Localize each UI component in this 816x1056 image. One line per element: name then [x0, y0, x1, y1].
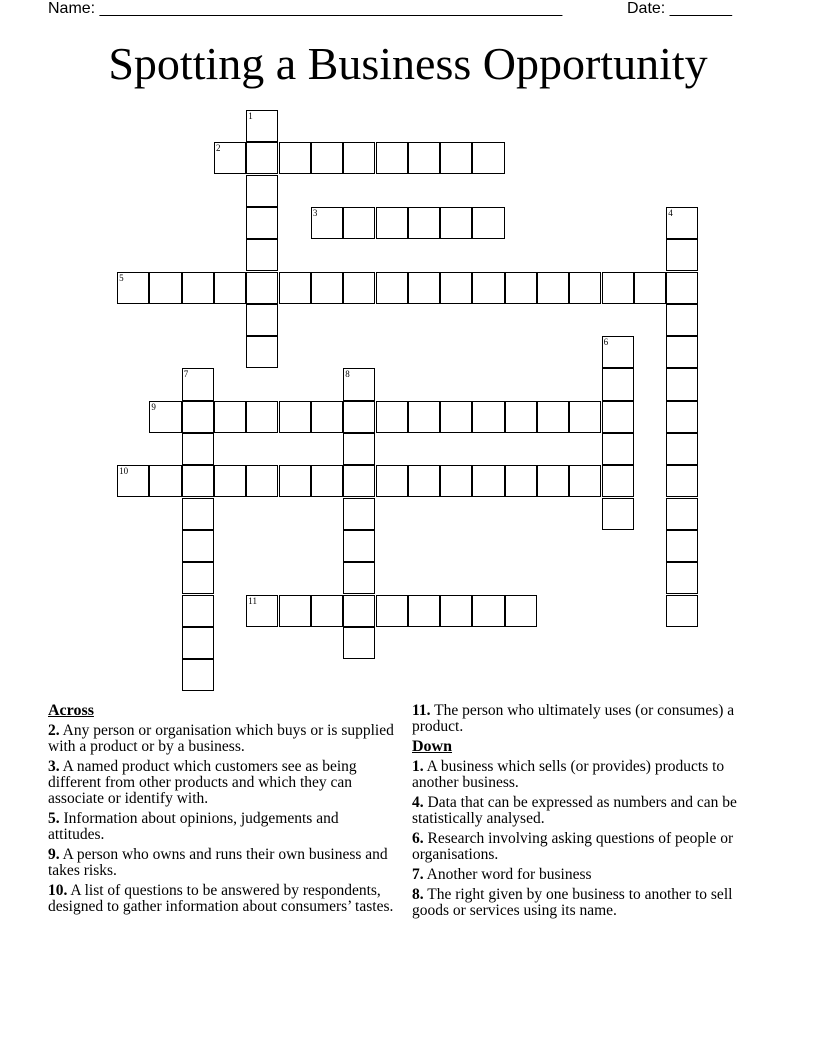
grid-cell[interactable]	[311, 142, 343, 174]
clue-item	[412, 795, 752, 827]
grid-cell[interactable]	[440, 401, 472, 433]
grid-cell[interactable]	[182, 530, 214, 562]
clue-item	[48, 723, 398, 755]
clues-left-column	[48, 703, 398, 919]
grid-cell[interactable]	[602, 401, 634, 433]
grid-cell[interactable]	[472, 401, 504, 433]
grid-cell[interactable]	[182, 272, 214, 304]
clue-item	[48, 759, 398, 807]
grid-cell[interactable]	[505, 595, 537, 627]
grid-cell[interactable]	[666, 207, 698, 239]
grid-cell[interactable]	[666, 336, 698, 368]
clue-item	[412, 887, 752, 919]
grid-cell[interactable]	[666, 498, 698, 530]
grid-cell[interactable]	[472, 595, 504, 627]
grid-cell[interactable]	[666, 239, 698, 271]
clue-number: 6.	[412, 830, 424, 847]
grid-cell[interactable]	[279, 595, 311, 627]
grid-cell[interactable]	[472, 272, 504, 304]
grid-cell[interactable]	[246, 304, 278, 336]
grid-cell[interactable]	[440, 465, 472, 497]
page-title: Spotting a Business Opportunity	[108, 38, 708, 89]
grid-cell[interactable]	[376, 465, 408, 497]
clue-text: A named product which customers see as being different from other products and which they can associate or identify with.	[48, 758, 357, 807]
grid-cell[interactable]	[343, 498, 375, 530]
grid-cell[interactable]	[666, 562, 698, 594]
grid-cell[interactable]	[279, 465, 311, 497]
clue-item	[412, 759, 752, 791]
grid-cell[interactable]	[246, 207, 278, 239]
grid-cell[interactable]	[408, 401, 440, 433]
clue-number: 11.	[412, 702, 431, 719]
grid-cell[interactable]	[666, 595, 698, 627]
grid-cell[interactable]	[182, 401, 214, 433]
grid-cell[interactable]	[343, 401, 375, 433]
grid-cell[interactable]	[149, 465, 181, 497]
grid-cell[interactable]	[569, 272, 601, 304]
grid-cell[interactable]	[214, 401, 246, 433]
grid-cell[interactable]	[440, 272, 472, 304]
date-field-label[interactable]: Date: _______	[627, 0, 732, 17]
clue-number: 9	[151, 401, 156, 412]
grid-cell[interactable]	[343, 368, 375, 400]
grid-cell[interactable]	[182, 498, 214, 530]
across-clue-list-continued	[412, 703, 752, 735]
clue-number: 9.	[48, 846, 60, 863]
clue-number: 8	[345, 369, 350, 380]
clues-right-column	[412, 703, 752, 923]
grid-cell[interactable]	[279, 272, 311, 304]
grid-cell[interactable]	[246, 401, 278, 433]
grid-cell[interactable]	[311, 207, 343, 239]
grid-cell[interactable]	[408, 142, 440, 174]
clue-text: A list of questions to be answered by respondents, designed to gather information about consumers’ tastes.	[48, 882, 394, 915]
clue-number: 2.	[48, 722, 60, 739]
grid-cell[interactable]	[182, 627, 214, 659]
grid-cell[interactable]	[182, 659, 214, 691]
clue-text: Data that can be expressed as numbers and can be statistically analysed.	[412, 794, 737, 827]
clue-number: 10	[119, 466, 129, 477]
clue-text: Information about opinions, judgements and attitudes.	[48, 810, 339, 843]
clue-number: 3.	[48, 758, 60, 775]
grid-cell[interactable]	[311, 272, 343, 304]
grid-cell[interactable]	[472, 465, 504, 497]
grid-cell[interactable]	[246, 110, 278, 142]
clue-number: 11	[248, 595, 257, 606]
clue-number: 5.	[48, 810, 60, 827]
grid-cell[interactable]	[408, 595, 440, 627]
grid-cell[interactable]	[246, 239, 278, 271]
grid-cell[interactable]	[246, 175, 278, 207]
name-field-label[interactable]: Name: ____________________________________________________	[48, 0, 563, 17]
grid-cell[interactable]	[214, 272, 246, 304]
grid-cell[interactable]	[666, 368, 698, 400]
clue-item	[412, 867, 752, 883]
clue-number: 7	[183, 369, 189, 380]
clue-number: 8.	[412, 886, 424, 903]
grid-cell[interactable]	[602, 272, 634, 304]
grid-cell[interactable]	[279, 142, 311, 174]
clue-item	[412, 703, 752, 735]
grid-cell[interactable]	[602, 498, 634, 530]
grid-cell[interactable]	[182, 595, 214, 627]
grid-cell[interactable]	[311, 595, 343, 627]
grid-cell[interactable]	[569, 401, 601, 433]
grid-cell[interactable]	[311, 465, 343, 497]
grid-cell[interactable]	[666, 401, 698, 433]
grid-cell[interactable]	[408, 207, 440, 239]
clue-number: 6	[603, 337, 609, 348]
grid-cell[interactable]	[214, 142, 246, 174]
clue-number: 1	[248, 111, 253, 121]
clue-number: 4	[668, 207, 673, 218]
clue-number: 3	[312, 207, 318, 218]
grid-cell[interactable]	[182, 562, 214, 594]
clue-number: 1.	[412, 758, 424, 775]
grid-cell[interactable]	[182, 368, 214, 400]
grid-cell[interactable]	[376, 272, 408, 304]
clue-item	[412, 831, 752, 863]
grid-cell[interactable]	[343, 272, 375, 304]
grid-cell[interactable]	[376, 595, 408, 627]
clue-text: The right given by one business to another to sell goods or services using its name.	[412, 886, 733, 919]
clue-number: 2	[216, 143, 221, 154]
grid-cell[interactable]	[505, 465, 537, 497]
grid-cell[interactable]	[602, 433, 634, 465]
grid-cell[interactable]	[666, 433, 698, 465]
grid-cell[interactable]	[440, 207, 472, 239]
grid-cell[interactable]	[440, 142, 472, 174]
down-heading: Down	[412, 738, 453, 755]
across-clue-list	[48, 723, 398, 915]
grid-cell[interactable]	[182, 433, 214, 465]
grid-cell[interactable]	[666, 530, 698, 562]
grid-cell[interactable]	[117, 465, 149, 497]
grid-cell[interactable]	[408, 465, 440, 497]
grid-cell[interactable]	[246, 272, 278, 304]
grid-cell[interactable]	[376, 207, 408, 239]
grid-cell[interactable]	[505, 272, 537, 304]
clue-text: Another word for business	[423, 866, 592, 883]
grid-cell[interactable]	[602, 368, 634, 400]
grid-cell[interactable]	[537, 272, 569, 304]
clue-number: 10.	[48, 882, 68, 899]
grid-cell[interactable]	[666, 272, 698, 304]
grid-cell[interactable]	[311, 401, 343, 433]
grid-cell[interactable]	[149, 401, 181, 433]
grid-cell[interactable]	[343, 207, 375, 239]
grid-cell[interactable]	[182, 465, 214, 497]
grid-cell[interactable]	[472, 207, 504, 239]
down-clue-list	[412, 759, 752, 919]
grid-cell[interactable]	[537, 465, 569, 497]
clue-number: 4.	[412, 794, 424, 811]
grid-cell[interactable]	[246, 595, 278, 627]
clue-text: The person who ultimately uses (or consumes) a product.	[412, 702, 735, 735]
clue-number: 5	[119, 272, 124, 283]
across-heading: Across	[48, 702, 94, 719]
grid-cell[interactable]	[666, 304, 698, 336]
grid-cell[interactable]	[376, 401, 408, 433]
grid-cell[interactable]	[343, 465, 375, 497]
clue-text: A person who owns and runs their own business and takes risks.	[48, 846, 388, 879]
grid-cell[interactable]	[602, 465, 634, 497]
grid-cell[interactable]	[408, 272, 440, 304]
grid-cell[interactable]	[246, 142, 278, 174]
grid-cell[interactable]	[343, 142, 375, 174]
clue-item	[48, 883, 398, 915]
clue-text: Any person or organisation which buys or is supplied with a product or by a business.	[48, 722, 394, 755]
grid-cell[interactable]	[343, 433, 375, 465]
grid-cell[interactable]	[537, 401, 569, 433]
grid-cell[interactable]	[472, 142, 504, 174]
grid-cell[interactable]	[149, 272, 181, 304]
grid-cell[interactable]	[569, 465, 601, 497]
grid-cell[interactable]	[440, 595, 472, 627]
clue-text: A business which sells (or provides) products to another business.	[412, 758, 725, 791]
grid-cell[interactable]	[117, 272, 149, 304]
grid-cell[interactable]	[343, 562, 375, 594]
grid-cell[interactable]	[279, 401, 311, 433]
grid-cell[interactable]	[666, 465, 698, 497]
grid-cell[interactable]	[634, 272, 666, 304]
grid-cell[interactable]	[505, 401, 537, 433]
grid-cell[interactable]	[246, 336, 278, 368]
grid-cell[interactable]	[343, 627, 375, 659]
clue-item	[48, 811, 398, 843]
clue-item	[48, 847, 398, 879]
grid-cell[interactable]	[246, 465, 278, 497]
clue-number: 7.	[412, 866, 424, 883]
grid-cell[interactable]	[376, 142, 408, 174]
grid-cell[interactable]	[343, 595, 375, 627]
grid-cell[interactable]	[343, 530, 375, 562]
clue-text: Research involving asking questions of people or organisations.	[412, 830, 734, 863]
grid-cell[interactable]	[602, 336, 634, 368]
grid-cell[interactable]	[214, 465, 246, 497]
